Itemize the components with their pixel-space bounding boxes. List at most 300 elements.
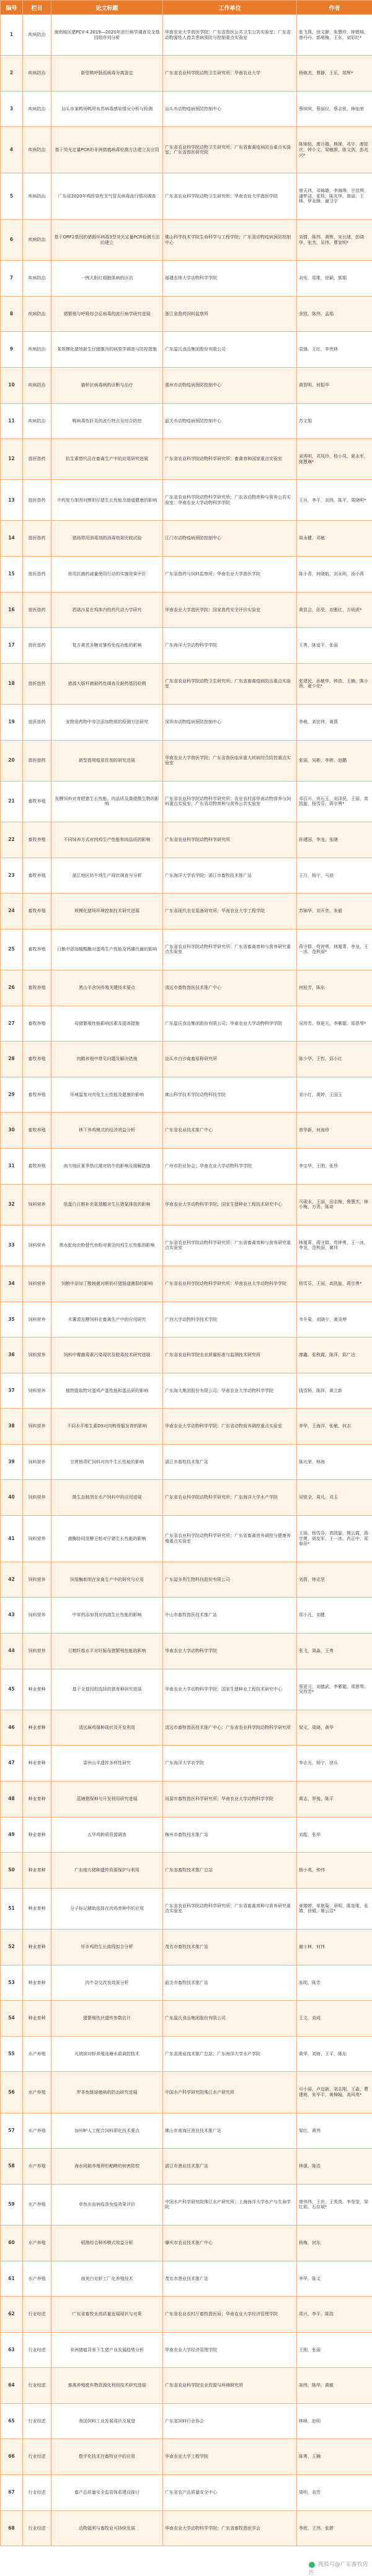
row-id: 64 — [1, 2368, 23, 2404]
row-id: 3 — [1, 91, 23, 127]
row-column: 行业综述 — [23, 2475, 51, 2511]
row-column: 种业育种 — [23, 1782, 51, 1817]
row-authors: 刘倩，陈伟，黄辉，宋长绪，彭晓华，张杰，吴伟，曹家明* — [297, 219, 372, 260]
row-title: 饲粮中添加丁酸梭菌对断奶仔猪肠道菌群的影响 — [51, 1266, 163, 1302]
row-title: 加州鲈人工配合饲料驯化技术要点 — [51, 2113, 163, 2149]
row-id: 9 — [1, 332, 23, 368]
row-title: 抗生素替代品在畜禽生产中的应用研究进展 — [51, 439, 163, 480]
header-authors: 作者 — [297, 1, 372, 15]
row-column: 种业育种 — [23, 1888, 51, 1929]
row-id: 40 — [1, 1480, 23, 1516]
table-row — [1, 1480, 372, 1516]
table-row — [1, 557, 372, 593]
row-column: 兽医兽药 — [23, 740, 51, 781]
row-org: 清远市畜牧兽医技术推广中心 — [163, 970, 297, 1006]
table-row — [1, 705, 372, 741]
row-org: 广西大学动物科学技术学院 — [163, 1302, 297, 1338]
table-row — [1, 2001, 372, 2037]
row-org: 韶关市动物疫病预防控制中心 — [163, 403, 297, 439]
row-title: 数字化技术在畜牧业中的应用 — [51, 2439, 163, 2475]
row-title: 怀乡鸡的生长曲线拟合分析 — [51, 1929, 163, 1965]
table-row — [1, 1782, 372, 1817]
table-row — [1, 1225, 372, 1266]
row-column: 畜牧养殖 — [23, 1148, 51, 1184]
table-row — [1, 1042, 372, 1077]
table-row — [1, 1634, 372, 1669]
row-id: 53 — [1, 1965, 23, 2001]
row-authors: 王兵，李平，刘伟，陈平，周晓明* — [297, 480, 372, 521]
row-id: 47 — [1, 1746, 23, 1782]
table-row — [1, 2149, 372, 2185]
row-id: 68 — [1, 2510, 23, 2546]
row-id: 22 — [1, 822, 23, 858]
row-column: 疾病防治 — [23, 332, 51, 368]
table-row — [1, 822, 372, 858]
table-body — [1, 15, 372, 2546]
row-org: 广东省兽药与饲料监察所；华南农业大学兽医学院 — [163, 557, 297, 593]
row-org: 广东省农业科学院农业质量标准与监测技术研究所 — [163, 1338, 297, 1373]
row-id: 46 — [1, 1710, 23, 1746]
row-authors: 苏锦华，刘开亮，朱毅 — [297, 894, 372, 929]
row-id: 58 — [1, 2149, 23, 2185]
row-authors: 吴珍芳，蔡更元，李紫聪，郑恩琴* — [297, 1006, 372, 1042]
row-column: 种业育种 — [23, 2001, 51, 2037]
row-authors: 陈少华，王哲，邱小红 — [297, 1042, 372, 1077]
row-authors: 刘安，郑维，徐颖，郭娟 — [297, 261, 372, 297]
row-column: 畜牧养殖 — [23, 1113, 51, 1149]
row-id: 49 — [1, 1817, 23, 1853]
row-title: 一例犬附红细胞体病的诊治 — [51, 261, 163, 297]
row-title: 植物提取物对蛋鸡产蛋性能和蛋品质的影响 — [51, 1373, 163, 1409]
table-row — [1, 127, 372, 173]
row-org: 中山市畜牧兽医技术推广站 — [163, 1598, 297, 1634]
row-id: 37 — [1, 1373, 23, 1409]
header-org: 工作单位 — [163, 1, 297, 15]
row-id: 19 — [1, 705, 23, 741]
row-org: 广东省农业科学院动物科学研究所；广东海洋大学水产学院 — [163, 1480, 297, 1516]
row-column: 疾病防治 — [23, 91, 51, 127]
row-id: 54 — [1, 2001, 23, 2037]
row-column: 饲料营养 — [23, 1598, 51, 1634]
table-row — [1, 296, 372, 332]
row-authors: 张建民，孙敏华，钟浩，王楠，陈小燕，翟少伦* — [297, 663, 372, 704]
row-column: 饲料营养 — [23, 1562, 51, 1598]
table-row — [1, 2297, 372, 2333]
row-org: 中国水产科学研究院珠江水产研究所；上海海洋大学水产与生命学院 — [163, 2184, 297, 2225]
row-id: 33 — [1, 1225, 23, 1266]
row-org: 广东海洋大学动物科学学院 — [163, 628, 297, 664]
row-org: 广东省农业科学院动物科学研究所 — [163, 822, 297, 858]
row-column: 疾病防治 — [23, 261, 51, 297]
table-row — [1, 332, 372, 368]
row-title: 菌酶协同发酵豆粕对仔猪生长性能的影响 — [51, 1516, 163, 1562]
table-row — [1, 1113, 372, 1149]
row-id: 36 — [1, 1338, 23, 1373]
row-column: 兽医兽药 — [23, 592, 51, 628]
row-org: 广东溢多利生物科技股份有限公司 — [163, 1562, 297, 1598]
row-org: 茂名市渔业技术推广站 — [163, 2261, 297, 2297]
row-title: 木薯渣发酵饲料在畜禽生产中的应用研究 — [51, 1302, 163, 1338]
row-authors: 梁文，周晓，黄华 — [297, 1710, 372, 1746]
row-title: 蓝塘猪保种与开发利用研究进展 — [51, 1782, 163, 1817]
table-header-row — [1, 1, 372, 15]
row-id: 16 — [1, 592, 23, 628]
row-org: 广东省农业科学院动物科学研究所；农业农村部华南动物营养与饲料重点实验室；广东省动物育种与营养公共实验室 — [163, 781, 297, 822]
row-column: 疾病防治 — [23, 15, 51, 56]
header-id: 编号 — [1, 1, 23, 15]
table-row — [1, 2332, 372, 2368]
row-id: 65 — [1, 2403, 23, 2439]
row-authors: 李志光，杨宁，徐兵 — [297, 1746, 372, 1782]
row-column: 畜牧养殖 — [23, 781, 51, 822]
row-column: 兽医兽药 — [23, 521, 51, 557]
row-authors: 蔡缤缤，蔡丽仪，蔡志锐，林灿荣 — [297, 91, 372, 127]
row-authors: 陈锦铭，廖月娥，熊婵，邓宇，廖铭庆，钟小文，梁敏颜，陈文剑，彭兆兴* — [297, 127, 372, 173]
row-column: 疾病防治 — [23, 173, 51, 220]
row-org: 清远市畜牧兽医技术推广中心；广东省农业科学院动物科学研究所 — [163, 1710, 297, 1746]
row-title: 基于ORF2基因的猪圆环病毒3型荧光定量PCR检测方法的建立 — [51, 219, 163, 260]
row-authors: 钱雪桥，陈祥，黄立新 — [297, 1373, 372, 1409]
table-row — [1, 970, 372, 1006]
row-title: 宠物用药物中非法添加物质的检测方法研究 — [51, 705, 163, 741]
row-authors: 苏文娟 — [297, 403, 372, 439]
row-org: 广东省现代农业装备研究所；华南农业大学工程学院 — [163, 894, 297, 929]
row-authors: 蒋守群，苟钟勇，林厦菁，李龙，王一冰，范秋丽* — [297, 929, 372, 970]
row-column: 行业综述 — [23, 2368, 51, 2404]
row-org: 佛山市南海区渔业技术推广站 — [163, 2113, 297, 2149]
row-authors: 王丽，杨雪芬，高凯旋，熊云霞，蒋宗勇，胡友军，王一冰，肖正中，郑春田* — [297, 1516, 372, 1562]
row-title: 广东地方猪种遗传资源保护与利用 — [51, 1853, 163, 1889]
row-column: 兽医兽药 — [23, 663, 51, 704]
row-id: 62 — [1, 2297, 23, 2333]
table-row — [1, 1077, 372, 1113]
row-id: 56 — [1, 2072, 23, 2113]
row-org: 广东省农业科学院农业资源与环境研究所 — [163, 2368, 297, 2404]
row-column: 种业育种 — [23, 1929, 51, 1965]
table-row — [1, 740, 372, 781]
row-authors: 刘伟，陈华，黄敏 — [297, 2368, 372, 2404]
row-title: 非洲猪瘟背景下生猪产业发展趋势分析 — [51, 2332, 163, 2368]
row-org: 广州市奶业协会；华南农业大学动物科学学院 — [163, 1148, 297, 1184]
row-org: 佛山科学技术学院动物科技学院 — [163, 1077, 297, 1113]
row-id: 39 — [1, 1444, 23, 1480]
row-column: 畜牧养殖 — [23, 1077, 51, 1113]
table-row — [1, 1669, 372, 1710]
row-title: 海南地区猪PCV-4 2019—2020年流行病学调查及全基因组序列分析 — [51, 15, 163, 56]
row-title: 罗非鱼链球菌病的防治研究进展 — [51, 2072, 163, 2113]
row-authors: 蔡更元，刘德武，李紫聪，郑恩琴，吴珍芳* — [297, 1669, 372, 1710]
row-authors: 陈小青，何晓航，刘永明，汤小燕 — [297, 557, 372, 593]
row-org: 广东省渔业技术推广总站；广东海洋大学水产学院 — [163, 2036, 297, 2072]
row-authors: 张飞燕，徐文静，朱慧玲，钟碧城，曾丹丹，郭萌梅，王东，刘彩红* — [297, 15, 372, 56]
table-row — [1, 56, 372, 92]
row-authors: 陈勇，王楠 — [297, 2439, 372, 2475]
row-id: 23 — [1, 858, 23, 894]
row-authors: 黄显会，孙坚，刘雅红，方炳虎* — [297, 592, 372, 628]
row-column: 畜牧养殖 — [23, 970, 51, 1006]
row-title: 低蛋白日粮补充氨基酸对生长猪氮排放的影响 — [51, 1184, 163, 1225]
row-column: 疾病防治 — [23, 56, 51, 92]
row-column: 种业育种 — [23, 1710, 51, 1746]
row-org: 茂名市畜牧技术推广站 — [163, 1929, 297, 1965]
row-authors: 陈光荣，林海 — [297, 1444, 372, 1480]
table-row — [1, 219, 372, 260]
row-org: 汕头市白沙禽畜原种研究所 — [163, 1042, 297, 1077]
row-title: 海水网箱养殖卵形鲳鲹的病害防控 — [51, 2149, 163, 2185]
row-title: 新型兽用疫苗佐剂的研究进展 — [51, 740, 163, 781]
row-authors: 杨梅，何东 — [297, 2225, 372, 2261]
table-row — [1, 1817, 372, 1853]
row-column: 疾病防治 — [23, 403, 51, 439]
row-column: 种业育种 — [23, 1669, 51, 1710]
row-authors: 黄志，罗俊，陈平 — [297, 1782, 372, 1817]
row-column: 疾病防治 — [23, 127, 51, 173]
table-row — [1, 1338, 372, 1373]
row-authors: 王勇，陈爱平，张丽 — [297, 628, 372, 664]
table-row — [1, 480, 372, 521]
row-column: 种业育种 — [23, 1853, 51, 1889]
table-row — [1, 1929, 372, 1965]
row-column: 疾病防治 — [23, 367, 51, 403]
row-column: 饲料营养 — [23, 1338, 51, 1373]
table-row — [1, 1888, 372, 1929]
row-column: 疾病防治 — [23, 219, 51, 260]
row-org: 广东温氏食品集团股份有限公司 — [163, 332, 297, 368]
table-row — [1, 15, 372, 56]
row-column: 饲料营养 — [23, 1302, 51, 1338]
row-id: 61 — [1, 2261, 23, 2297]
row-id: 55 — [1, 2036, 23, 2072]
row-id: 51 — [1, 1888, 23, 1929]
row-org: 深圳市动物疫病预防控制中心 — [163, 705, 297, 741]
row-org: 河源市畜牧兽医科学研究所；华南农业大学动物科学学院 — [163, 1782, 297, 1817]
table-row — [1, 1148, 372, 1184]
table-row — [1, 592, 372, 628]
row-title: 猫杯状病毒病的诊断与治疗 — [51, 367, 163, 403]
table-row — [1, 173, 372, 220]
row-title: 稻渔综合种养模式效益分析 — [51, 2225, 163, 2261]
row-id: 28 — [1, 1042, 23, 1077]
row-id: 67 — [1, 2475, 23, 2511]
row-id: 50 — [1, 1853, 23, 1889]
row-id: 38 — [1, 1409, 23, 1445]
row-id: 66 — [1, 2439, 23, 2475]
row-title: 分子标记辅助选择在肉鸡育种中的应用 — [51, 1888, 163, 1929]
row-authors: 黄华，刘海，王平，陈东 — [297, 2036, 372, 2072]
table-row — [1, 2113, 372, 2149]
row-authors: 王刚，张丽 — [297, 2332, 372, 2368]
row-id: 10 — [1, 367, 23, 403]
row-title: 基于荧光定量PCR的非洲猪瘟病毒检测方法建立及应用 — [51, 127, 163, 173]
table-row — [1, 894, 372, 929]
row-org: 江门市动物疫病预防控制中心 — [163, 521, 297, 557]
row-org: 湛江市畜牧技术推广站 — [163, 1444, 297, 1480]
row-org: 佛山科学技术学院生命科学与工程学院；广东省动物疫病预防控制中心 — [163, 219, 297, 260]
row-column: 种业育种 — [23, 1746, 51, 1782]
row-column: 兽医兽药 — [23, 480, 51, 521]
row-id: 63 — [1, 2332, 23, 2368]
row-id: 24 — [1, 894, 23, 929]
row-authors: 梁红，黄伟 — [297, 2113, 372, 2149]
row-id: 14 — [1, 521, 23, 557]
table-row — [1, 1746, 372, 1782]
row-title: 肉牛杂交改良效果分析 — [51, 1965, 163, 2001]
row-authors: 林强，陈浩 — [297, 2149, 372, 2185]
row-title: 饲料中霉菌毒素污染现状及脱毒技术研究进展 — [51, 1338, 163, 1373]
row-column: 兽医兽药 — [23, 628, 51, 664]
row-id: 13 — [1, 480, 23, 521]
table-row — [1, 1710, 372, 1746]
row-id: 25 — [1, 929, 23, 970]
row-id: 2 — [1, 56, 23, 92]
row-authors: 林峰，赵明 — [297, 2403, 372, 2439]
row-title: 发酵饲料对育肥猪生长性能、肉品质及粪便微生物的影响 — [51, 781, 163, 822]
row-org: 广东省农业科学院动物卫生研究所；华南农业大学 — [163, 56, 297, 92]
row-title: 中草药添加剂对肉鸽生长性能的影响 — [51, 1598, 163, 1634]
row-id: 43 — [1, 1598, 23, 1634]
row-column: 饲料营养 — [23, 1373, 51, 1409]
row-authors: 李欣，王伟，张婷 — [297, 2510, 372, 2546]
row-title: 猪繁殖与呼吸综合征病毒的流行病学研究进展 — [51, 296, 163, 332]
table-row — [1, 91, 372, 127]
header-title: 论文标题 — [51, 1, 163, 15]
row-authors: 刘秀明，邓凤玲，杨小凤，夏永军，陈慧琳* — [297, 439, 372, 480]
row-id: 17 — [1, 628, 23, 664]
row-title: 日粮纤维水平对妊娠母猪繁殖性能的影响 — [51, 1634, 163, 1669]
row-column: 兽医兽药 — [23, 439, 51, 480]
row-title: 清远麻鸡保种现状及开发利用 — [51, 1710, 163, 1746]
row-id: 32 — [1, 1184, 23, 1225]
row-authors: 韦升菊，刘晓宁，黄炎坤 — [297, 1302, 372, 1338]
row-id: 1 — [1, 15, 23, 56]
row-org: 华南农业大学兽医学院；广东省兽医临床重大疾病综合防控重点实验室 — [163, 740, 297, 781]
row-authors: 李华，王海洋，张敏，何志 — [297, 1409, 372, 1445]
table-row — [1, 2368, 372, 2404]
row-authors: 杨小英，钟伟 — [297, 1853, 372, 1889]
row-id: 57 — [1, 2113, 23, 2149]
row-org: 中国水产科学研究院珠江水产研究所 — [163, 2072, 297, 2113]
row-title: 猪繁殖性状遗传参数估计 — [51, 2001, 163, 2037]
row-title: 五华鸡种质资源调查 — [51, 1817, 163, 1853]
row-authors: 李宝华，王刚，张珍 — [297, 1148, 372, 1184]
row-column: 水产养殖 — [23, 2113, 51, 2149]
row-authors: 郑兴，李平，陈浩 — [297, 2297, 372, 2333]
row-id: 7 — [1, 261, 23, 297]
row-title: 广东省2020年鸡传染性支气管炎病毒流行情况调查 — [51, 173, 163, 220]
table-row — [1, 1373, 372, 1409]
row-title: 不同饲养方式对肉鸡生产性能和肉品质的影响 — [51, 822, 163, 858]
row-column: 饲料营养 — [23, 1266, 51, 1302]
row-title: 南美白对虾工厂化养殖技术 — [51, 2261, 163, 2297]
row-id: 5 — [1, 173, 23, 220]
row-column: 水产养殖 — [23, 2149, 51, 2185]
row-authors: 朱明，陈芳 — [297, 1965, 372, 2001]
row-column: 水产养殖 — [23, 2184, 51, 2225]
row-id: 6 — [1, 219, 23, 260]
row-column: 饲料营养 — [23, 1634, 51, 1669]
row-org: 广东省农业科学院动物卫生研究所；广东省畜禽疫病防治重点实验室 — [163, 663, 297, 704]
row-id: 52 — [1, 1929, 23, 1965]
row-org: 广东温氏食品集团股份有限公司；华南农业大学动物科学学院 — [163, 1006, 297, 1042]
row-id: 30 — [1, 1113, 23, 1149]
row-title: 不同水平维生素D3对肉鸭骨骼发育的影响 — [51, 1409, 163, 1445]
row-org: 广东省农业科学院动物科学研究所；广东省畜禽育种与营养研究重点实验室 — [163, 929, 297, 970]
row-id: 42 — [1, 1562, 23, 1598]
table-row — [1, 521, 372, 557]
row-org: 华南农业大学兽医学院；广东省兽医公共卫生公共实验室；广东省动物源性人兽共患病预防与控制重点实验室 — [163, 15, 297, 56]
row-title: 饲用酶制剂在家禽生产中的研究与应用 — [51, 1562, 163, 1598]
row-id: 29 — [1, 1077, 23, 1113]
row-id: 15 — [1, 557, 23, 593]
table-row — [1, 403, 372, 439]
row-id: 48 — [1, 1782, 23, 1817]
row-org: 华南农业大学动物科学学院；广东省畜牧兽医学会 — [163, 2510, 297, 2546]
row-org: 广东省农业科学院动物科学研究所；广东省畜禽营养调控与健康养殖重点实验室 — [163, 1516, 297, 1562]
row-column: 水产养殖 — [23, 2036, 51, 2072]
row-authors: 刘彪，张华 — [297, 1817, 372, 1853]
table-row — [1, 1444, 372, 1480]
table-row — [1, 1516, 372, 1562]
row-org: 汕头市动物疫病预防控制中心 — [163, 91, 297, 127]
row-authors: 袁锋，王红，李贵林 — [297, 332, 372, 368]
row-authors: 杨雪芬，王丽，高凯旋，蒋宗勇* — [297, 1266, 372, 1302]
table-row — [1, 628, 372, 664]
row-title: 广东省畜牧业高质量发展现状与对策 — [51, 2297, 163, 2333]
table-row — [1, 1266, 372, 1302]
row-id: 34 — [1, 1266, 23, 1302]
row-column: 水产养殖 — [23, 2072, 51, 2113]
row-id: 21 — [1, 781, 23, 822]
row-org: 惠州市动物疫病预防控制中心 — [163, 367, 297, 403]
row-org: 华南农业大学经济管理学院 — [163, 2332, 297, 2368]
row-title: 畜产品质量安全监管体系建设探讨 — [51, 2475, 163, 2511]
table-row — [1, 1853, 372, 1889]
row-id: 27 — [1, 1006, 23, 1042]
row-org: 华南农业大学动物科学学院；广东省动物营养调控重点实验室 — [163, 1409, 297, 1445]
row-id: 45 — [1, 1669, 23, 1710]
row-org: 广东省农业科学院动物科学研究所；广东省畜禽育种与营养研究重点实验室 — [163, 1225, 297, 1266]
row-authors: 马现永，王丽，田志梅，鲁慧杰，林小梅，万青，陈奇 — [297, 1184, 372, 1225]
row-authors: 李萌，刘宏伟，黄燕 — [297, 705, 372, 741]
row-org: 广东温氏食品集团股份有限公司 — [163, 2001, 297, 2037]
row-org: 湛江市渔业技术推广站 — [163, 2149, 297, 2185]
header-column: 栏目 — [23, 1, 51, 15]
row-title: 规模化猪场环境控制技术研究进展 — [51, 894, 163, 929]
row-org: 华南农业大学动物科学学院 — [163, 1634, 297, 1669]
row-title: 甘蔗梢青贮饲料对肉牛生长性能的影响 — [51, 1444, 163, 1480]
row-column: 兽医兽药 — [23, 557, 51, 593]
table-row — [1, 367, 372, 403]
row-column: 畜牧养殖 — [23, 822, 51, 858]
table-row — [1, 1409, 372, 1445]
row-title: 中药复方制剂对断奶仔猪生长性能及肠道健康的影响 — [51, 480, 163, 521]
table-row — [1, 929, 372, 970]
row-org: 广东省农业技术推广中心 — [163, 1113, 297, 1149]
row-org: 广东省农业科学院动物科学研究所；华南农业大学动物科学学院 — [163, 1266, 297, 1302]
row-title: 某规模化猪场新生仔猪腹泻的病原学调查与防控措施 — [51, 332, 163, 368]
row-title: 肉鹅养殖中常见问题及解决措施 — [51, 1042, 163, 1077]
row-id: 31 — [1, 1148, 23, 1184]
row-org: 广东海洋大学农学院；湛江市畜牧技术推广站 — [163, 858, 297, 894]
row-authors: 林厦菁，蒋守群，苟钟勇，王一冰，李龙，范秋丽，谢玮 — [297, 1225, 372, 1266]
table-row — [1, 1562, 372, 1598]
row-org: 广东省农业科学院动物科学研究所；广东省动物育种与营养公共实验室；华南农业大学动物科学学院 — [163, 480, 297, 521]
row-authors: 郑小凡，刘健 — [297, 1598, 372, 1634]
row-authors: 曾伟伟，王庆，王英英，李莹莹，梁红茹，石存斌* — [297, 2184, 372, 2225]
table-row — [1, 2403, 372, 2439]
row-title: 湛江地区奶牛场生产现状调查与分析 — [51, 858, 163, 894]
row-title: 基于全基因组选择的猪育种研究进展 — [51, 1669, 163, 1710]
